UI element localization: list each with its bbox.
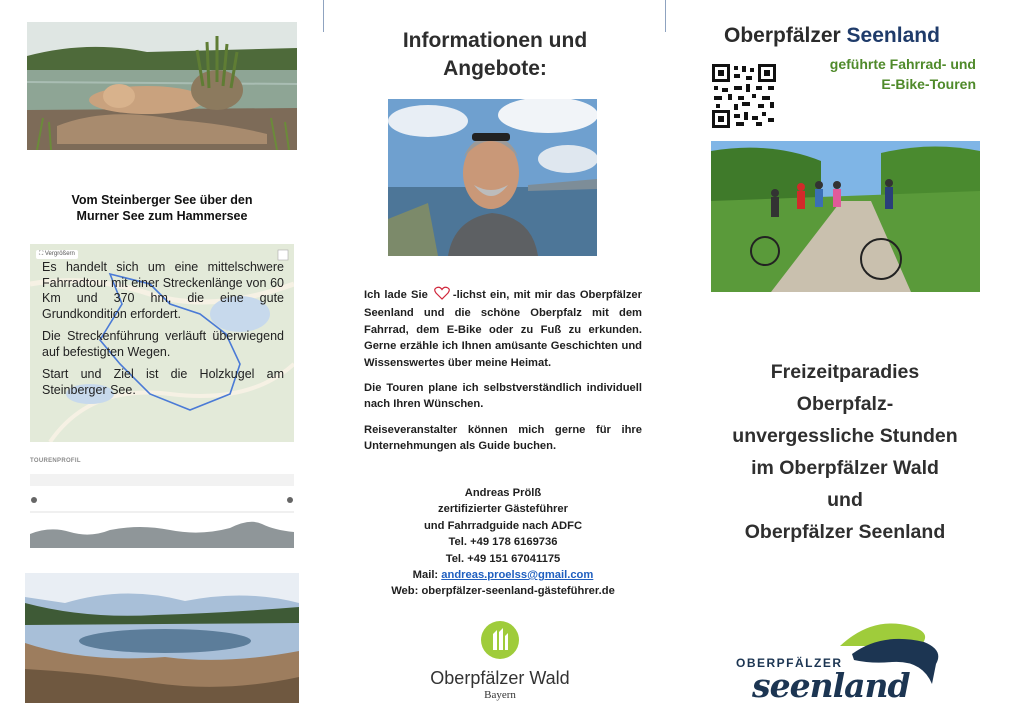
fold-line-right <box>665 0 666 32</box>
route-map[interactable] <box>30 244 294 442</box>
oberpfaelzer-wald-logo <box>420 620 580 700</box>
sub-brand-line-2: E-Bike-Touren <box>881 76 976 92</box>
route-paragraph-1: Es handelt sich um eine mittelschwere Fahrradtour mit einer Streckenlänge von 60 Km und 370 hm, die eine gute Grundkondition erfordert. <box>42 260 284 321</box>
brand-title-part-1: Oberpfälzer <box>724 24 841 47</box>
route-paragraph-3: Start und Ziel ist die Holzkugel am Steinberger See. <box>42 367 284 397</box>
contact-website: Web: oberpfälzer-seenland-gästeführer.de <box>391 585 615 598</box>
seenland-logo-top: OBERPFÄLZER <box>736 656 843 670</box>
contact-mail-link[interactable]: andreas.proelss@gmail.com <box>441 569 594 582</box>
freizeit-headline <box>710 356 980 548</box>
sub-brand-line-1: geführte Fahrrad- und <box>829 56 976 72</box>
freizeit-line-1: Freizeitparadies <box>770 361 920 383</box>
guide-portrait-photo <box>388 99 597 256</box>
elevation-profile <box>30 458 294 550</box>
contact-mail-row <box>345 567 661 583</box>
freizeit-line-3: unvergessliche Stunden <box>732 425 958 447</box>
hammersee-photo <box>25 573 299 703</box>
oberpfaelzer-wald-region: Bayern <box>484 689 516 701</box>
freizeit-line-2: Oberpfalz- <box>796 393 894 415</box>
info-title-line-2: Angebote: <box>443 57 547 80</box>
route-description <box>42 260 284 405</box>
map-enlarge-button[interactable] <box>36 250 78 259</box>
intro-post-heart: -lichst ein, mit mir das Oberpfälzer Seenland und die schöne Oberpfalz mit dem Fahrrad, dem E-Bike oder zu Fuß zu erkunden. Gerne erzähle ich Ihnen amüsante Geschichten und Wissenswertes über meine Heimat. <box>364 289 642 369</box>
brand-title <box>724 24 940 48</box>
oberpfaelzer-wald-name: Oberpfälzer Wald <box>430 668 570 688</box>
qr-code-icon[interactable] <box>712 64 776 128</box>
tree-badge-icon <box>480 620 520 660</box>
profile-label: TOURENPROFIL <box>30 458 81 464</box>
heart-icon <box>434 286 450 305</box>
freizeit-line-4: im Oberpfälzer Wald <box>751 457 939 479</box>
contact-block <box>345 485 661 600</box>
cycling-group-photo <box>711 141 980 292</box>
info-title <box>345 27 645 83</box>
contact-name: Andreas Prölß <box>464 487 542 499</box>
map-enlarge-label: Vergrößern <box>44 251 75 257</box>
elevation-chart <box>30 470 294 550</box>
intro-paragraph-2: Die Touren plane ich selbstverständlich individuell nach Ihren Wünschen. <box>364 382 642 411</box>
seenland-logo-bottom: seenland <box>752 666 910 705</box>
intro-paragraph-1 <box>364 286 642 371</box>
freizeit-line-6: Oberpfälzer Seenland <box>744 521 946 543</box>
contact-mail-label: Mail: <box>412 569 439 582</box>
intro-paragraph-3: Reiseveranstalter können mich gerne für ihre Unternehmungen als Guide buchen. <box>364 423 642 453</box>
intro-pre-heart: Ich lade Sie <box>364 289 428 301</box>
lake-sculpture-photo <box>27 22 297 150</box>
oberpfaelzer-seenland-logo <box>732 620 952 706</box>
info-title-line-1: Informationen und <box>402 29 588 52</box>
enlarge-icon: ⛶ <box>39 251 45 257</box>
sub-brand <box>780 54 976 94</box>
contact-role-1: zertifizierter Gästeführer <box>438 503 568 516</box>
contact-role-2: und Fahrradguide nach ADFC <box>423 519 583 532</box>
freizeit-line-5: und <box>827 489 863 511</box>
route-title <box>30 192 294 224</box>
brand-title-part-2: Seenland <box>846 24 940 47</box>
route-title-line-2: Murner See zum Hammersee <box>76 209 248 223</box>
route-paragraph-2: Die Streckenführung verläuft überwiegend auf befestigten Wegen. <box>42 329 284 359</box>
contact-phone-2: Tel. +49 151 67041175 <box>445 552 561 565</box>
contact-phone-1: Tel. +49 178 6169736 <box>448 536 558 549</box>
route-title-line-1: Vom Steinberger See über den <box>71 193 253 207</box>
fold-line-left <box>323 0 324 32</box>
intro-text <box>364 286 642 464</box>
